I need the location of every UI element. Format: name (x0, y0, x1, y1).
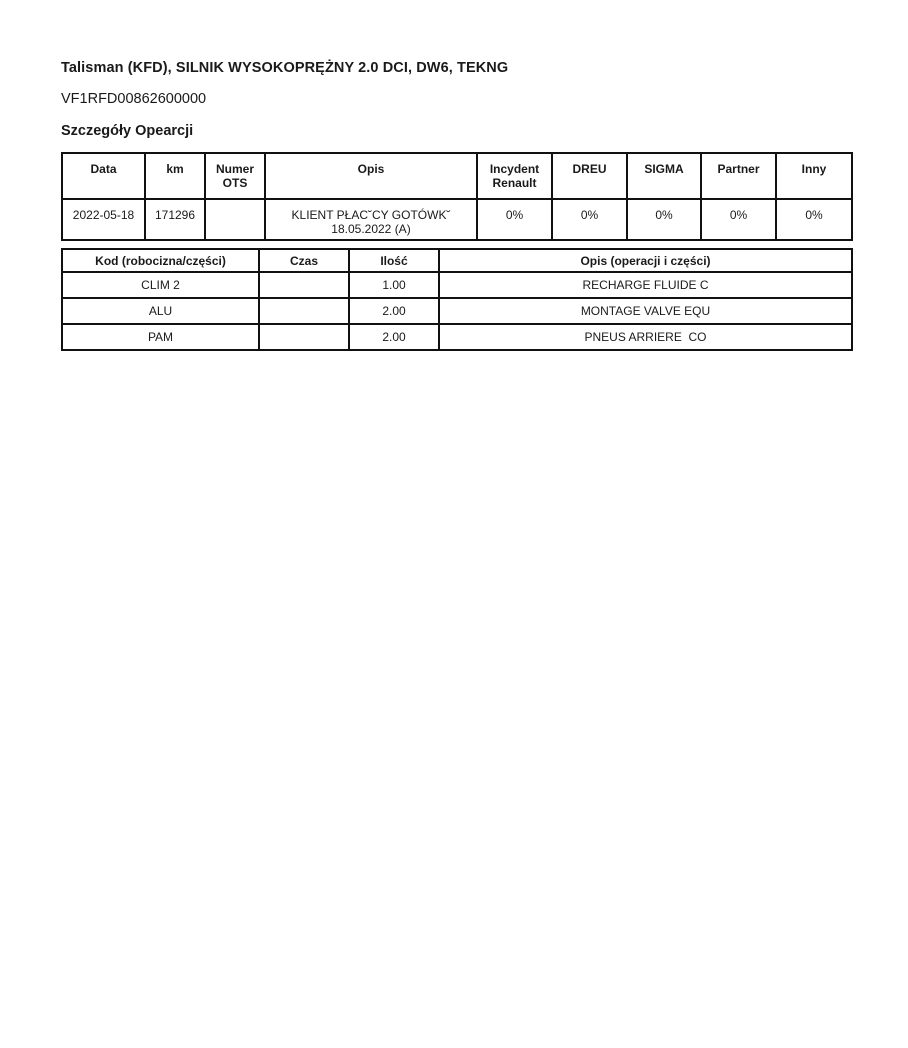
column-header-opis-operacji: Opis (operacji i części) (439, 249, 852, 272)
table-row (62, 199, 852, 240)
cell-date: 2022-05-18 (62, 199, 145, 240)
table-row (62, 272, 852, 298)
cell-dreu: 0% (552, 199, 627, 240)
cell-km: 171296 (145, 199, 205, 240)
document-title: Talisman (KFD), SILNIK WYSOKOPRĘŻNY 2.0 DCI, DW6, TEKNG (61, 60, 509, 76)
cell-czas (259, 298, 349, 324)
vin-number: VF1RFD00862600000 (61, 91, 207, 107)
cell-kod: ALU (62, 298, 259, 324)
table-row (62, 298, 852, 324)
operations-table (61, 152, 853, 241)
cell-opis: RECHARGE FLUIDE C (439, 272, 852, 298)
cell-incydent: 0% (477, 199, 552, 240)
cell-opis (265, 199, 477, 240)
column-header-opis: Opis (265, 153, 477, 199)
column-header-numer-ots: Numer OTS (205, 153, 265, 199)
column-header-kod: Kod (robocizna/części) (62, 249, 259, 272)
cell-opis: PNEUS ARRIERE CO (439, 324, 852, 350)
column-header-dreu: DREU (552, 153, 627, 199)
section-title: Szczegóły Opearcji (61, 123, 194, 139)
cell-inny: 0% (776, 199, 852, 240)
cell-opis-line1: KLIENT PŁAC˘CY GOTÓWK˘ (291, 208, 451, 222)
column-header-czas: Czas (259, 249, 349, 272)
cell-opis-line2: 18.05.2022 (A) (331, 222, 411, 236)
cell-ilosc: 2.00 (349, 324, 439, 350)
column-header-inny: Inny (776, 153, 852, 199)
cell-kod: PAM (62, 324, 259, 350)
table-row (62, 324, 852, 350)
column-header-partner: Partner (701, 153, 776, 199)
cell-opis: MONTAGE VALVE EQU (439, 298, 852, 324)
column-header-sigma: SIGMA (627, 153, 701, 199)
cell-kod: CLIM 2 (62, 272, 259, 298)
cell-ilosc: 2.00 (349, 298, 439, 324)
cell-ots (205, 199, 265, 240)
cell-czas (259, 272, 349, 298)
cell-czas (259, 324, 349, 350)
parts-table (61, 248, 853, 351)
column-header-ilosc: Ilość (349, 249, 439, 272)
cell-sigma: 0% (627, 199, 701, 240)
operations-header-row (62, 153, 852, 199)
parts-header-row (62, 249, 852, 272)
column-header-km: km (145, 153, 205, 199)
cell-partner: 0% (701, 199, 776, 240)
column-header-data: Data (62, 153, 145, 199)
column-header-incydent-renault: Incydent Renault (477, 153, 552, 199)
cell-ilosc: 1.00 (349, 272, 439, 298)
